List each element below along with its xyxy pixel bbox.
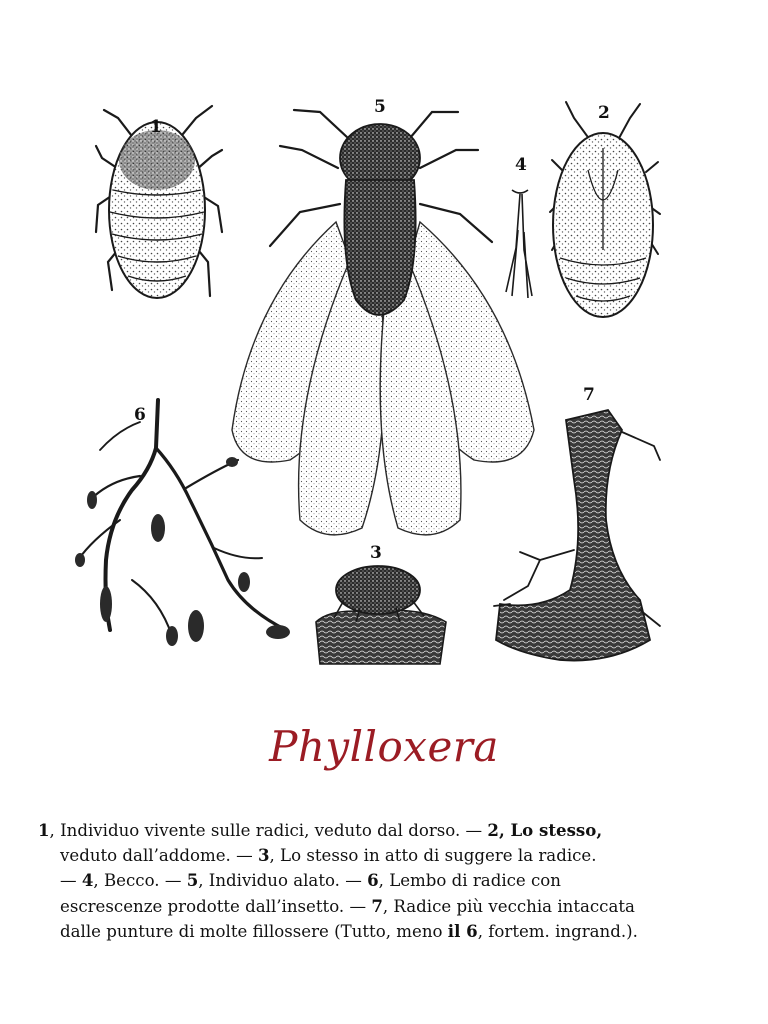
caption-line-2 <box>38 843 597 868</box>
figure-number-1: 1 <box>150 117 162 137</box>
caption-number-6: 6 <box>367 870 379 891</box>
plate-caption <box>38 818 728 944</box>
figure-3-feeding-insect <box>316 566 446 664</box>
caption-text-bold: il 6 <box>447 920 478 941</box>
figure-number-2: 2 <box>598 103 610 123</box>
caption-line-5 <box>38 919 638 944</box>
caption-number-2: 2 <box>487 820 499 840</box>
caption-number-1: 1 <box>38 820 50 840</box>
caption-text: , Lembo di radice con <box>378 871 561 891</box>
caption-line-4 <box>38 894 635 919</box>
caption-text: dalle punture di molte fillossere (Tutto, meno <box>60 921 448 941</box>
figure-number-4: 4 <box>515 155 527 175</box>
caption-text: veduto dall’addome. — <box>60 846 258 866</box>
figure-number-6: 6 <box>134 405 146 425</box>
caption-text: escrescenze prodotte dall’insetto. — <box>60 896 372 916</box>
figure-number-3: 3 <box>370 543 382 563</box>
caption-text: , Becco. — <box>93 871 187 891</box>
caption-number-3: 3 <box>257 845 270 866</box>
figure-number-7: 7 <box>583 385 595 405</box>
caption-text: — <box>60 871 82 891</box>
figure-2-ventral-insect <box>550 102 660 317</box>
caption-text-bold: , Lo stesso, <box>498 820 603 840</box>
caption-number-4: 4 <box>81 870 94 891</box>
caption-text: , Lo stesso in atto di suggere la radice. <box>269 846 597 866</box>
figure-5-winged-insect <box>232 110 534 535</box>
caption-number-7: 7 <box>371 895 383 916</box>
caption-text: , Radice più vecchia intaccata <box>382 896 635 916</box>
caption-line-1 <box>38 818 728 843</box>
caption-text: , fortem. ingrand.). <box>477 921 638 941</box>
figure-4-beak <box>506 190 532 298</box>
caption-line-3 <box>38 868 561 893</box>
caption-text: , Individuo vivente sulle radici, veduto dal dorso. — <box>49 821 488 840</box>
caption-text: , Individuo alato. — <box>198 871 368 891</box>
plate-title: Phylloxera <box>269 722 499 771</box>
figure-number-5: 5 <box>374 97 386 117</box>
caption-number-5: 5 <box>186 870 199 891</box>
